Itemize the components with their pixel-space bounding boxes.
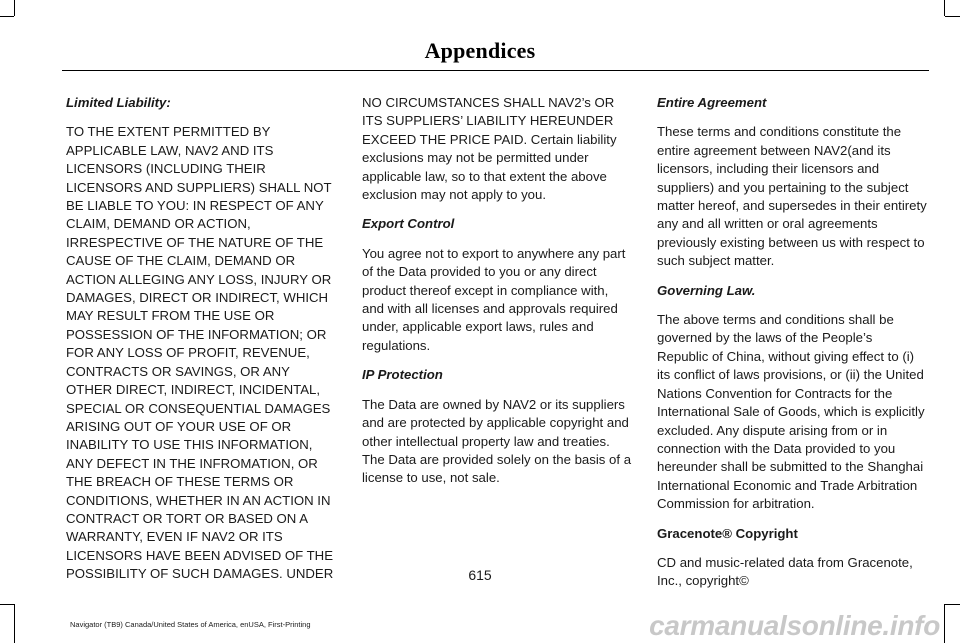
crop-mark-bottom-left [14, 604, 15, 643]
section-heading: Governing Law. [657, 282, 756, 298]
body-paragraph: TO THE EXTENT PERMITTED BY APPLICABLE LAW, NAV2 AND ITS LICENSORS (INCLUDING THEIR LICENSORS AND SUPPLIERS) SHALL NOT BE LIABLE TO YOU: IN RESPECT OF ANY CLAIM, DEMAND OR ACTION, IRRESPECTIVE OF THE NATURE OF THE CAUSE OF THE CLAIM, DEMAND OR ACTION ALLEGING ANY LOSS, INJURY OR DAMAGES, DIRECT OR INDIRECT, WHICH MAY RESULT FROM THE USE OR POSSESSION OF THE INFORMATION; OR FOR ANY LOSS OF PROFIT, REVENUE, CONTRACTS OR SAVINGS, OR ANY OTHER DIRECT, INDIRECT, INCIDENTAL, SPECIAL OR CONSEQUENTIAL DAMAGES ARISING OUT OF YOUR USE OF OR INABILITY TO USE THIS INFORMATION, ANY DEFECT IN THE INFROMATION, OR THE BREACH OF THESE TERMS OR CONDITIONS, WHETHER IN AN ACTION IN CONTRACT OR TORT OR BASED ON A WARRANTY, EVEN IF NAV2 OR ITS LICENSORS HAVE BEEN ADVISED OF THE POSSIBILITY OF SUCH DAMAGES. UNDER [66, 124, 334, 582]
crop-mark-top-left [0, 16, 14, 17]
crop-mark-bottom-left [0, 604, 14, 605]
page-number: 615 [468, 567, 492, 583]
body-paragraph: CD and music-related data from Gracenote, Inc., copyright© [657, 554, 913, 589]
column-right [657, 94, 927, 602]
body-paragraph: The above terms and conditions shall be governed by the laws of the People’s Republic of China, without giving effect to (i) its conflict of laws provisions, or (ii) the United Nations Convention for Contracts for the International Sale of Goods, which is explicitly excluded. Any dispute arising from or in connection with the Data provided to you hereunder shall be submitted to the Shanghai International Economic and Trade Arbitration Commission for arbitration. [657, 312, 925, 512]
crop-mark-top-right [945, 16, 960, 17]
watermark: carmanualsonline.info [649, 610, 940, 641]
header-rule [62, 70, 929, 71]
crop-mark-bottom-right [944, 604, 945, 643]
column-left [66, 94, 336, 595]
body-paragraph: The Data are owned by NAV2 or its suppliers and are protected by applicable copyright and other intellectual property law and treaties. The Data are provided solely on the basis of a license to use, not sale. [362, 396, 632, 486]
section-heading: Gracenote® Copyright [657, 525, 798, 541]
crop-mark-top-left [14, 0, 15, 16]
section-heading: Limited Liability: [66, 95, 171, 110]
column-middle [362, 94, 632, 499]
page-title: Appendices [424, 38, 536, 63]
crop-mark-top-right [944, 0, 945, 16]
section-heading: Export Control [362, 216, 455, 232]
body-paragraph: You agree not to export to anywhere any part of the Data provided to you or any direct product thereof except in compliance with, and with all licenses and approvals required under, applicable export laws, rules and regulations. [362, 245, 626, 353]
section-heading: IP Protection [362, 367, 443, 383]
crop-mark-bottom-right [945, 604, 960, 605]
footer-text: Navigator (TB9) Canada/United States of America, enUSA, First-Printing [70, 620, 311, 629]
body-paragraph: NO CIRCUMSTANCES SHALL NAV2’s OR ITS SUPPLIERS’ LIABILITY HEREUNDER EXCEED THE PRICE PAID. Certain liability exclusions may not be permitted under applicable law, so to that extent the above exclusion may not apply to you. [362, 95, 617, 203]
section-heading: Entire Agreement [657, 95, 767, 110]
body-paragraph: These terms and conditions constitute the entire agreement between NAV2(and its licensors, including their licensors and suppliers) and you pertaining to the subject matter hereof, and supersedes in their entirety any and all written or oral agreements previously existing between us with respect to such subject matter. [657, 124, 927, 269]
